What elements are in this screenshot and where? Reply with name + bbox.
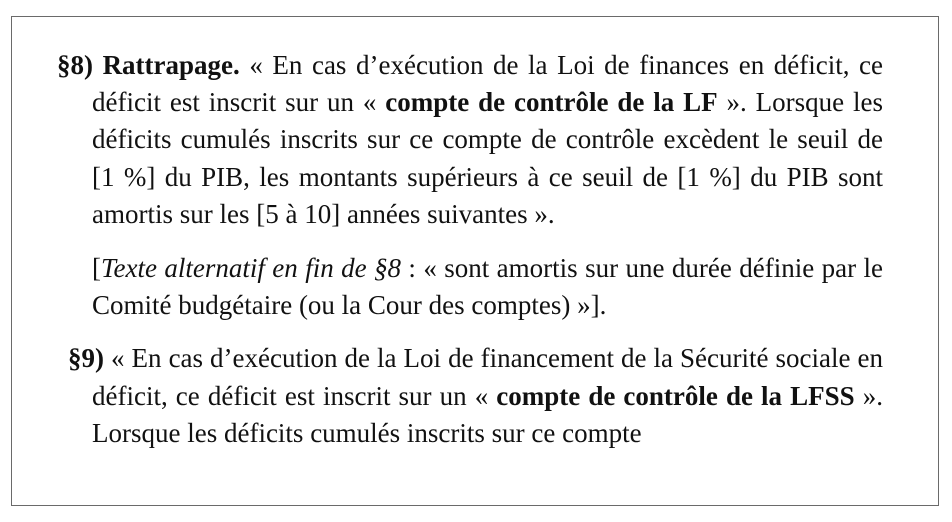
section-8-title: Rattrapage. [102,50,240,80]
section-8-text-1: « En cas d’exécution de la Loi de finances en déficit, ce déficit est inscrit sur un « [92,50,883,118]
alt-text: « sont amortis sur une durée définie par le Comité budgétaire (ou la Cour des comptes) »]. [92,253,883,321]
alt-italic-label: Texte alternatif en fin de §8 [101,253,402,284]
section-9-bold-term: compte de contrôle de la LFSS [496,380,855,411]
paragraph-section-8 [57,47,883,233]
alt-open-bracket: [ [92,253,101,284]
section-8-number: §8) [57,50,93,80]
section-9-number: §9) [68,343,104,374]
section-9-text-1: « En cas d’exécution de la Loi de financement de la Sécurité sociale en déficit, ce déficit est inscrit sur un « [92,343,883,411]
paragraph-section-9 [57,340,883,452]
section-8-bold-term: compte de contrôle de la LF [385,87,718,118]
document-body [57,47,883,452]
section-8-text-2: ». Lorsque les déficits cumulés inscrits sur ce compte de contrôle excèdent le seuil de [1 %] du PIB, les montants supérieurs à ce seuil de [1 %] du PIB sont amortis sur les [5 à 10] années suivantes ». [92,87,883,229]
paragraph-alternative-text [57,250,883,324]
section-9-text-2: ». Lorsque les déficits cumulés inscrits sur ce compte [92,380,884,448]
alt-colon: : [401,253,416,284]
